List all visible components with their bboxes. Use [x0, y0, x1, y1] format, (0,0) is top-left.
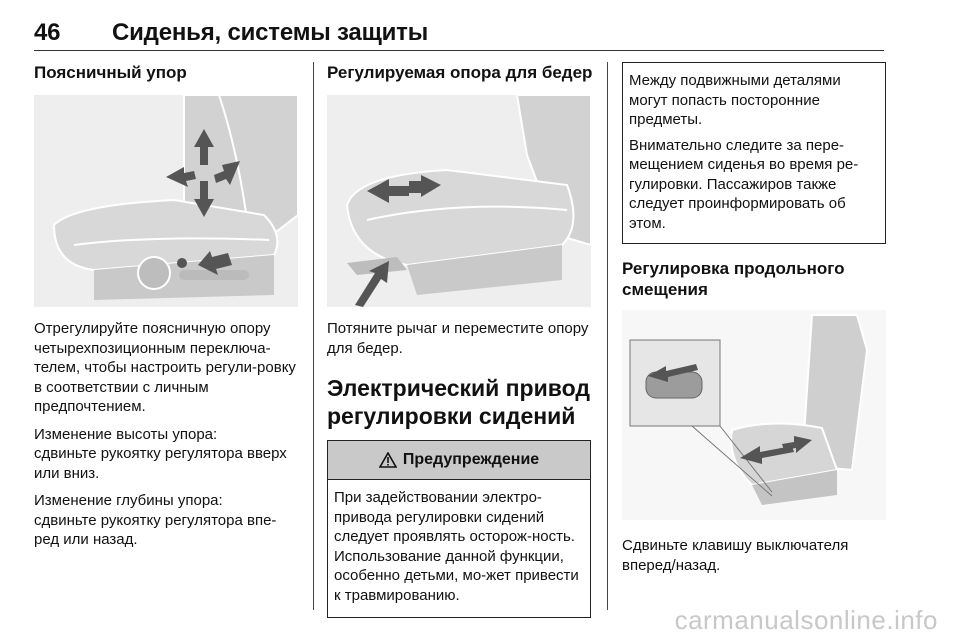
lumbar-height-text: сдвиньте рукоятку регулятора вверх или вниз. [34, 445, 287, 482]
thigh-support-illustration [327, 95, 591, 307]
warning-text: При задействовании электро-привода регулировки сидений следует проявлять осторож-ность. Использование данной функции, особенно детьми, мо-жет привести к травмированию. [334, 489, 579, 604]
page-number: 46 [34, 19, 61, 46]
column-thigh [327, 62, 591, 618]
lumbar-depth-text: сдвиньте рукоятку регулятора впе-ред или назад. [34, 511, 277, 548]
section-heading-lumbar: Поясничный упор [34, 63, 187, 82]
lumbar-paragraph-2 [34, 425, 298, 484]
lumbar-paragraph-3 [34, 491, 298, 550]
column-lumbar [34, 62, 298, 558]
longitudinal-seat-illustration [622, 310, 886, 520]
page-title: Сиденья, системы защиты [112, 19, 429, 46]
lumbar-seat-illustration [34, 95, 298, 307]
column-longitudinal [622, 62, 886, 583]
longitudinal-paragraph: Сдвиньте клавишу выключателя вперед/назад. [622, 537, 849, 574]
column-divider [607, 62, 608, 610]
warning-continued-box [622, 62, 886, 244]
column-divider [313, 62, 314, 610]
box-paragraph-1: Между подвижными деталями могут попасть посторонние предметы. [629, 72, 841, 128]
warning-body [328, 480, 590, 617]
warning-triangle-icon [379, 452, 397, 468]
lumbar-height-label: Изменение высоты упора: [34, 425, 218, 443]
warning-title: Предупреждение [402, 451, 540, 468]
lumbar-paragraph-1: Отрегулируйте поясничную опору четырехпозиционным переключа-телем, чтобы настроить регули-ровку в соответствии с личным предпочтением. [34, 320, 296, 415]
thigh-paragraph: Потяните рычаг и переместите опору для бедер. [327, 320, 589, 357]
page-header [34, 19, 884, 51]
warning-header [328, 441, 590, 480]
warning-box [327, 440, 591, 618]
watermark: carmanualsonline.info [674, 605, 938, 635]
section-heading-power-seat: Электрический привод регулировки сидений [327, 375, 590, 429]
box-paragraph-2: Внимательно следите за пере-мещением сиденья во время ре-гулировки. Пассажиров также следует проинформировать об этом. [629, 136, 859, 232]
section-heading-thigh: Регулируемая опора для бедер [327, 63, 593, 82]
section-heading-longitudinal: Регулировка продольного смещения [622, 259, 845, 299]
lumbar-depth-label: Изменение глубины упора: [34, 492, 223, 509]
